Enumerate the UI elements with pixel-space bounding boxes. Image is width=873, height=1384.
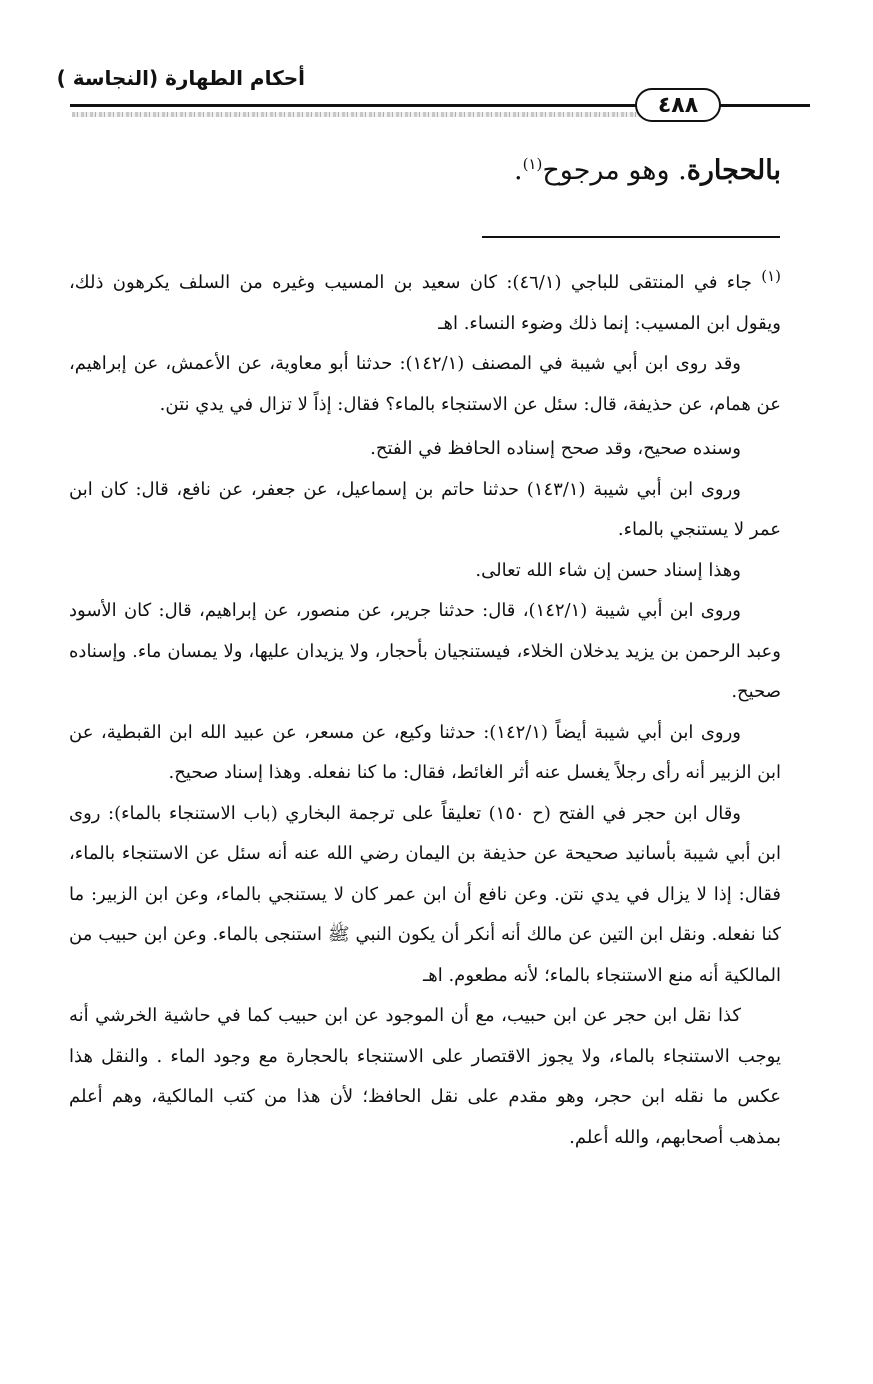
footnote-paragraph: وسنده صحيح، وقد صحح إسناده الحافظ في الفتح. [370,438,741,459]
main-bold-word: بالحجارة [686,155,781,186]
page-number-badge [635,88,721,122]
main-text-line [514,155,781,186]
footnote-paragraph: وروى ابن أبي شيبة (١٤٣/١) حدثنا حاتم بن إسماعيل، عن جعفر، عن نافع، قال: كان ابن عمر لا يستنجي بالماء. [69,478,781,540]
running-header-title: أحكام الطهارة (النجاسة ) [56,66,305,90]
footnote-block [69,256,781,1158]
footnote-paragraph: وقد روى ابن أبي شيبة في المصنف (١٤٢/١): حدثنا أبو معاوية، عن الأعمش، عن إبراهيم، عن همام، عن حذيفة، قال: سئل عن الاستنجاء بالماء؟ فقال: إذاً لا تزال في يدي نتن. [69,353,781,415]
footnote-paragraph [69,256,781,344]
footnote-paragraph: وروى ابن أبي شيبة أيضاً (١٤٢/١): حدثنا وكيع، عن مسعر، عن عبيد الله ابن القبطية، عن ابن الزبير أنه رأى رجلاً يغسل عنه أثر الغائط، فقال: ما كنا نفعله. وهذا إسناد صحيح. [69,721,781,783]
page-number: ٤٨٨ [657,92,699,118]
main-footnote-marker: (١) [522,155,543,173]
footnote-separator [482,236,780,238]
header-rule-texture [72,112,646,117]
footnote-paragraph: وقال ابن حجر في الفتح (ح ١٥٠) تعليقاً على ترجمة البخاري (باب الاستنجاء بالماء): روى ابن أبي شيبة بأسانيد صحيحة عن حذيفة بن اليمان رضي الله عنه أنه سئل عن الاستنجاء بالماء، فقال: إذا لا يزال في يدي نتن. وعن نافع أن ابن عمر كان لا يستنجي بالماء، وعن ابن الزبير: ما كنا نفعله. ونقل ابن التين عن مالك أنه أنكر أن يكون النبي ﷺ استنجى بالماء. وعن ابن حبيب من المالكية أنه منع الاستنجاء بالماء؛ لأنه مطعوم. اهـ [69,802,781,986]
footnote-paragraph: وهذا إسناد حسن إن شاء الله تعالى. [475,559,741,581]
footnote-text: جاء في المنتقى للباجي (٤٦/١): كان سعيد بن المسيب وغيره من السلف يكرهون ذلك، ويقول ابن المسيب: إنما ذلك وضوء النساء. اهـ [69,272,781,334]
footnote-marker: (١) [761,267,781,285]
footnote-paragraph: كذا نقل ابن حجر عن ابن حبيب، مع أن الموجود عن ابن حبيب كما في حاشية الخرشي أنه يوجب الاستنجاء بالماء، ولا يجوز الاقتصار على الاستنجاء بالحجارة مع وجود الماء . والنقل هذا عكس ما نقله ابن حجر، وهو مقدم على نقل الحافظ؛ لأن هذا من كتب المالكية، وهم أعلم بمذهب أصحابهم، والله أعلم. [69,1005,781,1148]
main-text-end: . [513,155,523,186]
footnote-paragraph: وروى ابن أبي شيبة (١٤٢/١)، قال: حدثنا جرير، عن منصور، عن إبراهيم، قال: كان الأسود وعبد الرحمن بن يزيد يدخلان الخلاء، فيستنجيان بأحجار، ولا يزيدان عليها، ولا يمسان ماء. وإسناده صحيح. [69,600,781,702]
main-text-rest: . وهو مرجوح [542,155,687,186]
